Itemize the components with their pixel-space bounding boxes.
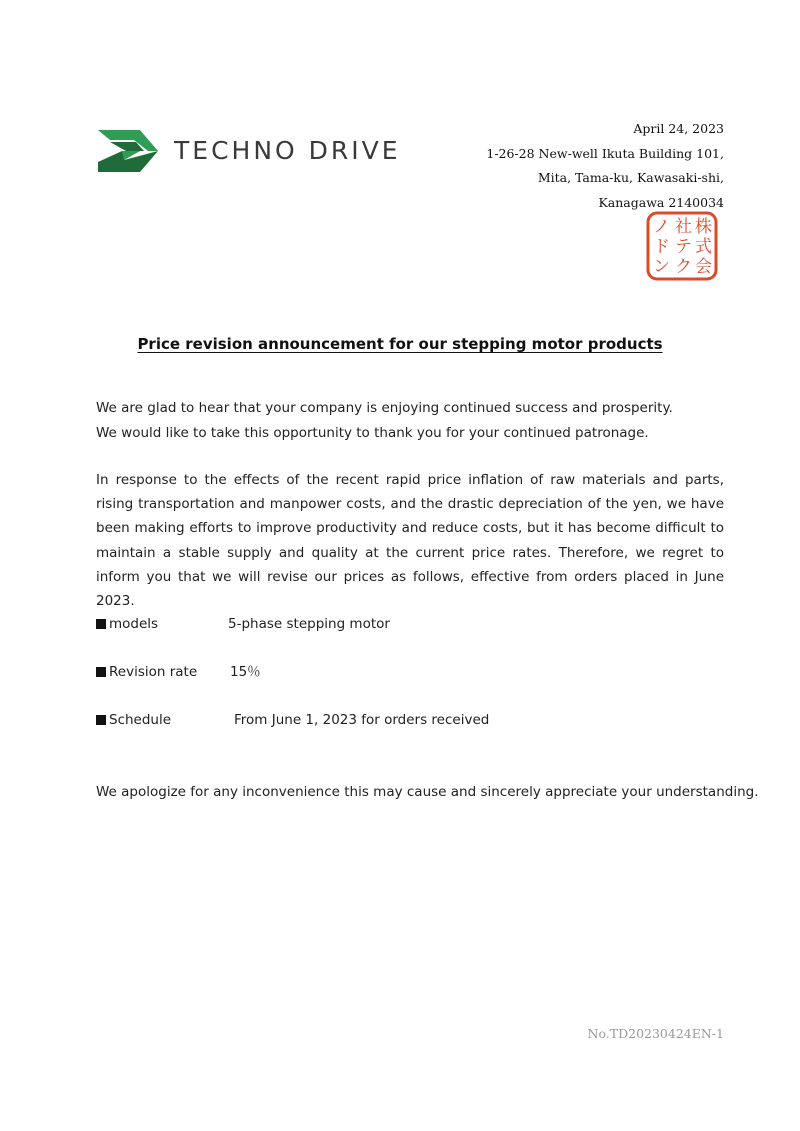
svg-text:ク: ク [675, 257, 692, 277]
svg-text:社: 社 [675, 217, 692, 237]
svg-text:株: 株 [695, 217, 712, 237]
closing-paragraph: We apologize for any inconvenience this may cause and sincerely appreciate your understanding. [96, 784, 759, 800]
address-line-1: 1-26-28 New-well Ikuta Building 101, [486, 145, 724, 161]
title-text: Price revision announcement for our stepping motor products [137, 335, 663, 353]
svg-text:ン: ン [653, 257, 670, 277]
company-logo [96, 128, 456, 178]
main-paragraph: In response to the effects of the recent rapid price inflation of raw materials and parts, rising transportation and manpower costs, and the drastic depreciation of the yen, we have been making efforts to improve productivity and reduce costs, but it has become difficult to maintain a stable supply and quality at the current price rates. Therefore, we regret to inform you that we will revise our prices as follows, effective from orders placed in June 2023. [96, 472, 724, 610]
address-line-3: Kanagawa 2140034 [598, 194, 724, 210]
detail-models [96, 614, 724, 634]
logo-text: TECHNO DRIVE [174, 136, 401, 165]
detail-value: 5-phase stepping motor [228, 616, 390, 632]
greeting-line-2: We would like to take this opportunity to thank you for your continued patronage. [96, 424, 649, 441]
detail-schedule [96, 710, 724, 730]
announcement-title [0, 335, 800, 354]
detail-label: Revision rate [96, 662, 197, 682]
company-seal-stamp-icon [645, 210, 719, 282]
svg-text:ノ: ノ [653, 217, 670, 237]
svg-text:会: 会 [695, 257, 712, 277]
svg-text:ド: ド [653, 237, 670, 257]
square-bullet-icon [96, 667, 106, 677]
square-bullet-icon [96, 619, 106, 629]
detail-label: models [96, 614, 158, 634]
letter-date: April 24, 2023 [633, 121, 724, 136]
greeting-line-1: We are glad to hear that your company is enjoying continued success and prosperity. [96, 400, 673, 416]
document-number: No.TD20230424EN-1 [587, 1026, 724, 1041]
detail-label: Schedule [96, 710, 171, 730]
detail-value: From June 1, 2023 for orders received [234, 712, 490, 728]
svg-text:テ: テ [675, 237, 692, 257]
square-bullet-icon [96, 715, 106, 725]
greeting-paragraph [96, 396, 724, 445]
address-line-2: Mita, Tama-ku, Kawasaki-shi, [537, 170, 724, 185]
svg-text:式: 式 [695, 237, 712, 257]
sender-block [486, 117, 724, 215]
detail-value: 15％ [230, 664, 261, 680]
techno-drive-logo-mark-icon [96, 128, 158, 174]
detail-revision-rate [96, 662, 724, 682]
